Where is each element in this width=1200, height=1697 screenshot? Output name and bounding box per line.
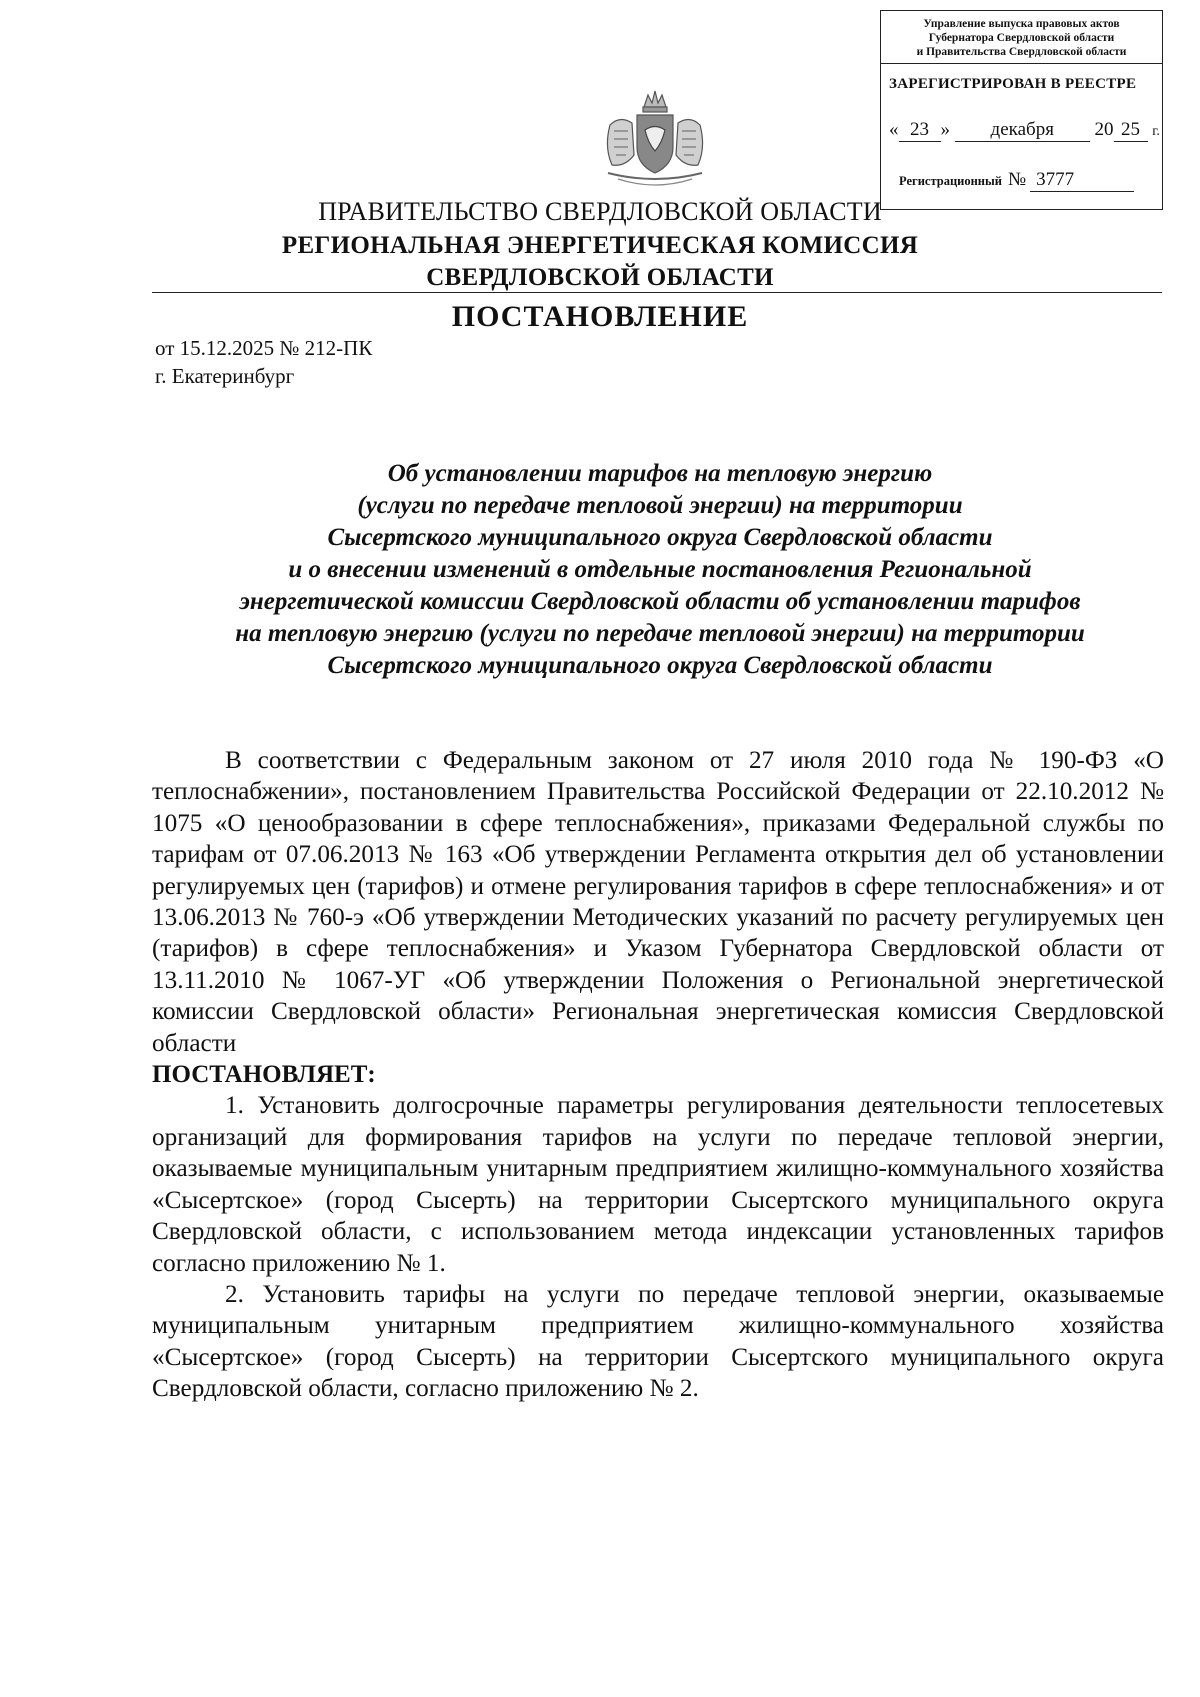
subject-line: Сысертского муниципального округа Свердловской области <box>327 652 993 679</box>
stamp-reg-sign: № <box>1007 169 1027 190</box>
commission-title <box>0 230 1200 294</box>
stamp-year-prefix: 20 <box>1094 119 1114 140</box>
resolves-heading: ПОСТАНОВЛЯЕТ: <box>152 1061 376 1089</box>
stamp-issuer <box>881 11 1162 64</box>
stamp-close-quote: » <box>940 119 950 140</box>
stamp-open-quote: « <box>889 119 899 140</box>
stamp-day: 23 <box>899 119 941 142</box>
stamp-year-suffix: 25 <box>1114 119 1148 142</box>
commission-title-line: РЕГИОНАЛЬНАЯ ЭНЕРГЕТИЧЕСКАЯ КОМИССИЯ <box>281 232 919 259</box>
document-meta <box>155 334 372 390</box>
document-date-number: от 15.12.2025 № 212-ПК <box>155 336 373 360</box>
document-city: г. Екатеринбург <box>155 364 295 388</box>
stamp-issuer-line: и Правительства Свердловской области <box>916 46 1127 58</box>
stamp-year-mark: г. <box>1152 124 1160 139</box>
stamp-issuer-line: Управление выпуска правовых актов <box>923 18 1120 30</box>
stamp-reg-number: 3777 <box>1030 169 1134 192</box>
document-body <box>152 745 1164 1405</box>
stamp-reg-label: Регистрационный <box>899 174 1002 188</box>
commission-title-line: СВЕРДЛОВСКОЙ ОБЛАСТИ <box>426 264 774 291</box>
registration-stamp <box>880 10 1163 210</box>
stamp-registration-number <box>899 169 1134 192</box>
item-1-paragraph: 1. Установить долгосрочные параметры регулирования деятельности теплосетевых организаций для формирования тарифов на услуги по передаче тепловой энергии, оказываемые муниципальным унитарным предприятием жилищно-коммунального хозяйства «Сысертское» (город Сысерть) на территории Сысертского муниципального округа Свердловской области, с использованием метода индексации установленных тарифов согласно приложению № 1. <box>152 1092 1164 1277</box>
document-type: ПОСТАНОВЛЕНИЕ <box>451 300 749 333</box>
stamp-issuer-line: Губернатора Свердловской области <box>928 32 1115 44</box>
stamp-registered-label: ЗАРЕГИСТРИРОВАН В РЕЕСТРЕ <box>889 76 1137 92</box>
subject-line: энергетической комиссии Свердловской области об установлении тарифов <box>239 588 1081 615</box>
subject-line: на тепловую энергию (услуги по передаче тепловой энергии) на территории <box>235 620 1085 647</box>
coat-of-arms-icon <box>590 85 720 195</box>
header-divider <box>152 292 1162 293</box>
document-subject <box>150 458 1170 682</box>
subject-line: Сысертского муниципального округа Свердловской области <box>327 524 993 551</box>
stamp-date <box>889 119 1160 142</box>
item-2-paragraph: 2. Установить тарифы на услуги по передаче тепловой энергии, оказываемые муниципальным унитарным предприятием жилищно-коммунального хозяйства «Сысертское» (город Сысерть) на территории Сысертского муниципального округа Свердловской области, согласно приложению № 2. <box>152 1280 1164 1403</box>
subject-line: и о внесении изменений в отдельные постановления Региональной <box>288 556 1032 583</box>
subject-line: (услуги по передаче тепловой энергии) на территории <box>357 492 963 519</box>
preamble-paragraph: В соответствии с Федеральным законом от 27 июля 2010 года № 190-ФЗ «О теплоснабжении», постановлением Правительства Российской Федерации от 22.10.2012 № 1075 «О ценообразовании в сфере теплоснабжения», приказами Федеральной службы по тарифам от 07.06.2013 № 163 «Об утверждении Регламента открытия дел об установлении регулируемых цен (тарифов) и отмене регулирования тарифов в сфере теплоснабжения» и от 13.06.2013 № 760-э «Об утверждении Методических указаний по расчету регулируемых цен (тарифов) в сфере теплоснабжения» и Указом Губернатора Свердловской области от 13.11.2010 № 1067-УГ «Об утверждении Положения о Региональной энергетической комиссии Свердловской области» Региональная энергетическая комиссия Свердловской области <box>152 747 1164 1057</box>
government-title: ПРАВИТЕЛЬСТВО СВЕРДЛОВСКОЙ ОБЛАСТИ <box>318 197 882 226</box>
subject-line: Об установлении тарифов на тепловую энергию <box>387 460 933 487</box>
stamp-month: декабря <box>955 119 1090 142</box>
